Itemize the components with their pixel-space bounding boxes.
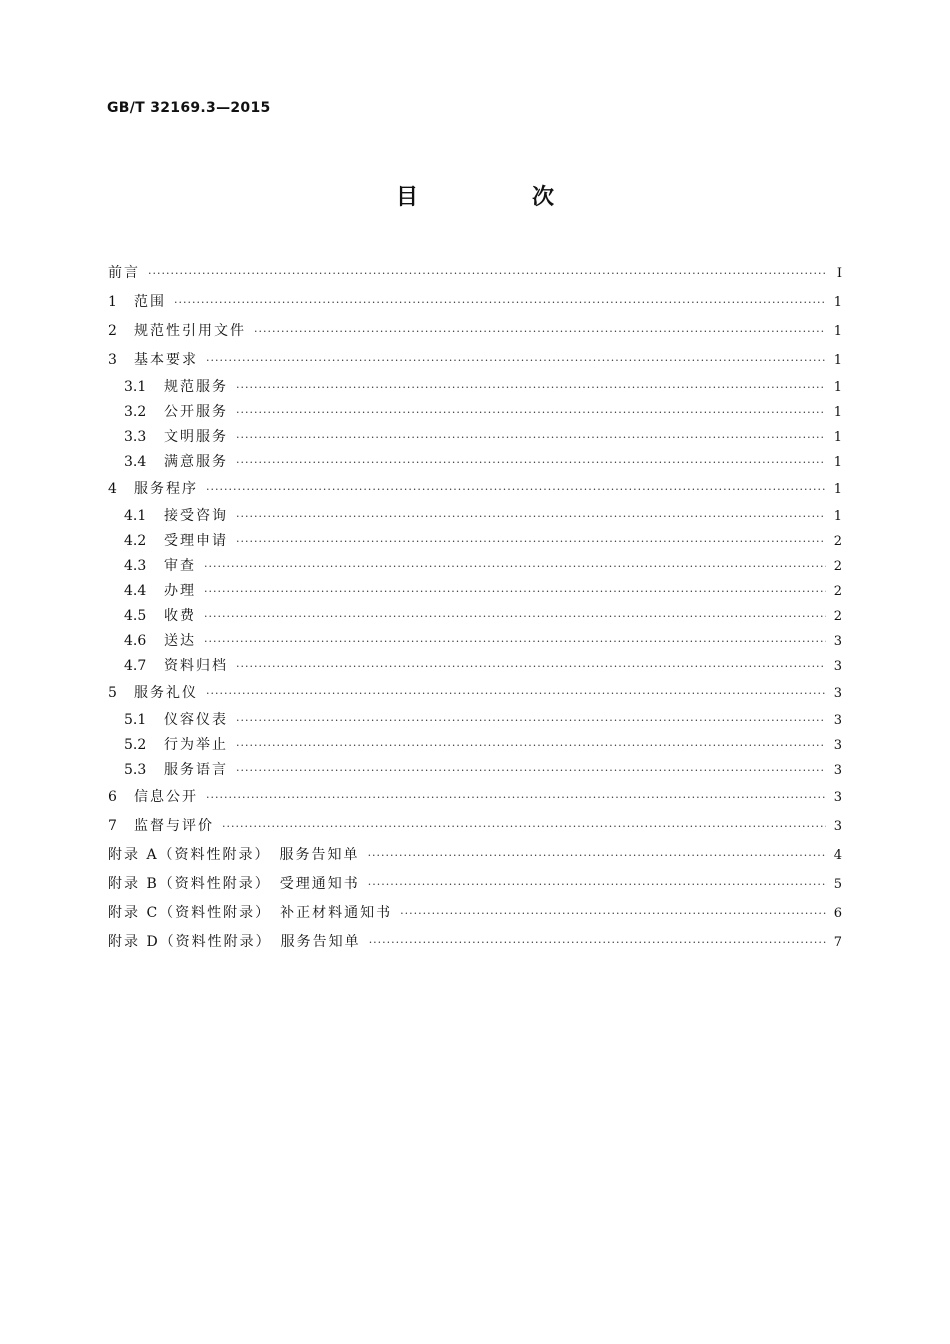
table-of-contents	[108, 259, 842, 957]
toc-entry-page: 1	[833, 430, 842, 445]
toc-entry-label: 信息公开	[134, 789, 198, 805]
toc-entry-page: 1	[833, 380, 842, 395]
toc-entry-page: 4	[833, 848, 842, 863]
toc-entry-label: 服务礼仪	[134, 685, 198, 701]
toc-entry-page: 3	[833, 634, 842, 649]
toc-entry-number: 7	[108, 818, 117, 834]
toc-entry-page: 3	[833, 790, 842, 805]
toc-leader-dots	[204, 629, 826, 654]
toc-entry-page: 2	[833, 584, 842, 599]
toc-leader-dots	[206, 346, 826, 375]
toc-entry-number: 5.1	[124, 712, 147, 728]
toc-entry-number: 1	[108, 294, 117, 310]
toc-entry-label: 文明服务	[164, 429, 228, 445]
toc-entry-number: 4.5	[124, 608, 147, 624]
toc-entry-page: 1	[833, 455, 842, 470]
toc-leader-dots	[236, 758, 826, 783]
toc-entry[interactable]	[108, 708, 842, 733]
toc-entry-page: 5	[833, 877, 842, 892]
toc-entry[interactable]	[108, 758, 842, 783]
toc-leader-dots	[368, 841, 826, 870]
toc-entry-page: 3	[833, 819, 842, 834]
toc-entry[interactable]	[108, 475, 842, 504]
toc-leader-dots	[236, 529, 826, 554]
toc-entry-label: 附录 C（资料性附录） 补正材料通知书	[108, 905, 393, 921]
toc-entry[interactable]	[108, 654, 842, 679]
toc-entry-label: 受理申请	[164, 533, 228, 549]
toc-leader-dots	[236, 375, 826, 400]
toc-entry[interactable]	[108, 400, 842, 425]
standard-code: GB/T 32169.3—2015	[107, 100, 271, 116]
toc-entry-label: 行为举止	[164, 737, 228, 753]
toc-entry[interactable]	[108, 450, 842, 475]
toc-entry[interactable]	[108, 733, 842, 758]
toc-entry[interactable]	[108, 288, 842, 317]
toc-entry[interactable]	[108, 841, 842, 870]
toc-entry-page: Ⅰ	[836, 266, 842, 281]
toc-entry-number: 3.2	[124, 404, 147, 420]
toc-title: 目 次	[395, 185, 600, 210]
toc-leader-dots	[204, 604, 826, 629]
toc-entry-number: 4.7	[124, 658, 147, 674]
toc-entry-page: 1	[833, 353, 842, 368]
toc-leader-dots	[236, 450, 826, 475]
toc-entry-label: 服务语言	[164, 762, 228, 778]
toc-entry-page: 3	[833, 686, 842, 701]
toc-entry[interactable]	[108, 425, 842, 450]
toc-entry-number: 4.2	[124, 533, 147, 549]
toc-entry-page: 3	[833, 763, 842, 778]
toc-entry-page: 3	[833, 738, 842, 753]
toc-entry-page: 1	[833, 405, 842, 420]
toc-entry-number: 3.3	[124, 429, 147, 445]
toc-leader-dots	[206, 679, 826, 708]
toc-leader-dots	[204, 554, 826, 579]
toc-entry-label: 送达	[164, 633, 196, 649]
toc-entry-label: 基本要求	[134, 352, 198, 368]
toc-entry-page: 1	[833, 482, 842, 497]
toc-entry[interactable]	[108, 604, 842, 629]
toc-entry-label: 附录 B（资料性附录） 受理通知书	[108, 876, 360, 892]
toc-entry-page: 2	[833, 534, 842, 549]
toc-entry-number: 5	[108, 685, 117, 701]
toc-entry-page: 3	[833, 713, 842, 728]
toc-entry-label: 资料归档	[164, 658, 228, 674]
toc-entry[interactable]	[108, 529, 842, 554]
toc-entry[interactable]	[108, 346, 842, 375]
toc-entry-number: 5.3	[124, 762, 147, 778]
toc-entry[interactable]	[108, 317, 842, 346]
toc-entry-label: 公开服务	[164, 404, 228, 420]
toc-entry-number: 4	[108, 481, 117, 497]
toc-entry-label: 规范性引用文件	[134, 323, 246, 339]
toc-entry-number: 3.4	[124, 454, 147, 470]
toc-entry[interactable]	[108, 259, 842, 288]
toc-entry[interactable]	[108, 375, 842, 400]
toc-entry-number: 4.4	[124, 583, 147, 599]
toc-entry[interactable]	[108, 928, 842, 957]
toc-entry-label: 范围	[134, 294, 166, 310]
toc-entry[interactable]	[108, 812, 842, 841]
toc-leader-dots	[204, 579, 826, 604]
toc-entry[interactable]	[108, 679, 842, 708]
toc-entry-number: 6	[108, 789, 117, 805]
toc-entry-label: 收费	[164, 608, 196, 624]
toc-entry-page: 1	[833, 324, 842, 339]
toc-entry-label: 附录 D（资料性附录） 服务告知单	[108, 934, 361, 950]
toc-entry-number: 3.1	[124, 379, 147, 395]
toc-leader-dots	[236, 733, 826, 758]
toc-entry[interactable]	[108, 870, 842, 899]
toc-entry-number: 4.3	[124, 558, 147, 574]
toc-leader-dots	[236, 654, 826, 679]
toc-leader-dots	[236, 708, 826, 733]
toc-entry-number: 3	[108, 352, 117, 368]
toc-leader-dots	[206, 475, 826, 504]
toc-entry-page: 2	[833, 559, 842, 574]
toc-leader-dots	[400, 899, 826, 928]
toc-leader-dots	[222, 812, 826, 841]
toc-entry-label: 办理	[164, 583, 196, 599]
toc-leader-dots	[254, 317, 826, 346]
toc-entry-label: 仪容仪表	[164, 712, 228, 728]
toc-leader-dots	[368, 870, 826, 899]
toc-entry-label: 审查	[164, 558, 196, 574]
toc-entry-page: 6	[833, 906, 842, 921]
toc-entry-label: 前言	[108, 265, 140, 281]
toc-entry-number: 4.1	[124, 508, 147, 524]
toc-entry-page: 2	[833, 609, 842, 624]
toc-entry-number: 2	[108, 323, 117, 339]
toc-leader-dots	[148, 259, 826, 288]
toc-leader-dots	[236, 504, 826, 529]
toc-leader-dots	[236, 425, 826, 450]
toc-entry-page: 1	[833, 295, 842, 310]
toc-leader-dots	[236, 400, 826, 425]
toc-entry-page: 7	[833, 935, 842, 950]
toc-entry[interactable]	[108, 899, 842, 928]
toc-leader-dots	[369, 928, 826, 957]
toc-entry[interactable]	[108, 579, 842, 604]
toc-entry[interactable]	[108, 554, 842, 579]
toc-entry[interactable]	[108, 629, 842, 654]
toc-entry-number: 4.6	[124, 633, 147, 649]
toc-entry-page: 3	[833, 659, 842, 674]
toc-entry-label: 规范服务	[164, 379, 228, 395]
toc-entry-number: 5.2	[124, 737, 147, 753]
toc-entry-label: 满意服务	[164, 454, 228, 470]
toc-entry-label: 监督与评价	[134, 818, 214, 834]
toc-entry[interactable]	[108, 504, 842, 529]
toc-entry-label: 附录 A（资料性附录） 服务告知单	[108, 847, 360, 863]
toc-entry-page: 1	[833, 509, 842, 524]
toc-entry-label: 服务程序	[134, 481, 198, 497]
toc-leader-dots	[206, 783, 826, 812]
toc-entry[interactable]	[108, 783, 842, 812]
toc-leader-dots	[174, 288, 826, 317]
toc-entry-label: 接受咨询	[164, 508, 228, 524]
